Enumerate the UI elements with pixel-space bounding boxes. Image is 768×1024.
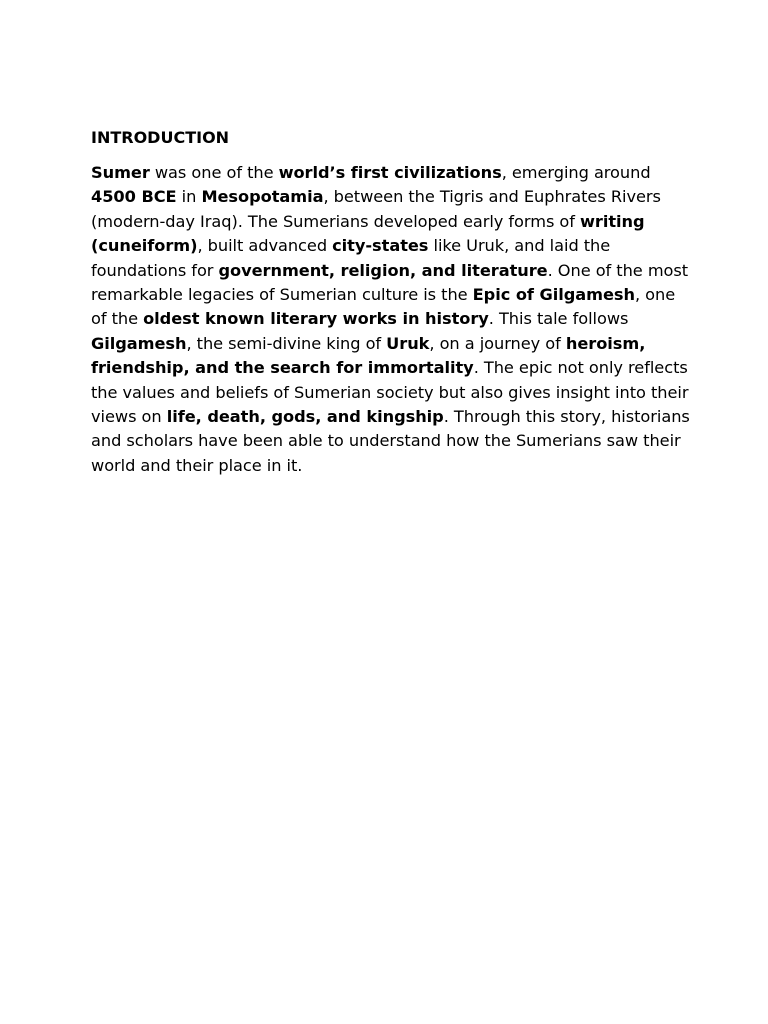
bold-run: Epic of Gilgamesh xyxy=(472,285,635,305)
text-run: . Through this story, historians and scholars have been able to understand how the Sumerians saw their world and their place in it. xyxy=(91,407,690,475)
section-heading: INTRODUCTION xyxy=(91,128,230,147)
text-run: in xyxy=(176,187,202,207)
text-run: , one of the xyxy=(91,285,676,329)
text-run: , the semi-divine king of xyxy=(186,333,387,353)
text-run: like Uruk, and laid the foundations for xyxy=(91,236,611,280)
text-run: , emerging around xyxy=(501,163,651,182)
introduction-paragraph xyxy=(91,161,691,478)
text-run: , built advanced xyxy=(197,236,333,256)
text-run: . This tale follows xyxy=(488,309,629,329)
document-body xyxy=(91,126,691,478)
bold-run: Uruk xyxy=(386,333,430,353)
bold-run: Mesopotamia xyxy=(201,187,324,207)
bold-run: heroism, friendship, and the search for immortality xyxy=(91,333,646,378)
bold-run: Gilgamesh xyxy=(91,333,187,353)
text-run: , on a journey of xyxy=(429,333,566,353)
bold-run: oldest known literary works in history xyxy=(143,309,489,329)
bold-run: government, religion, and literature xyxy=(218,260,548,280)
bold-run: world’s first civilizations xyxy=(278,163,502,182)
bold-run: writing (cuneiform) xyxy=(91,211,645,256)
text-run: , between the Tigris and Euphrates Rivers (modern-day Iraq). The Sumerians developed early forms of xyxy=(91,187,661,231)
bold-run: 4500 BCE xyxy=(91,187,177,207)
text-run: was one of the xyxy=(149,163,279,182)
bold-run: city-states xyxy=(332,236,429,256)
bold-run: Sumer xyxy=(91,163,150,182)
text-run: . The epic not only reflects the values and beliefs of Sumerian society but also gives insight into their views on xyxy=(91,358,689,427)
bold-run: life, death, gods, and kingship xyxy=(166,407,444,427)
text-run: . One of the most remarkable legacies of Sumerian culture is the xyxy=(91,260,689,305)
